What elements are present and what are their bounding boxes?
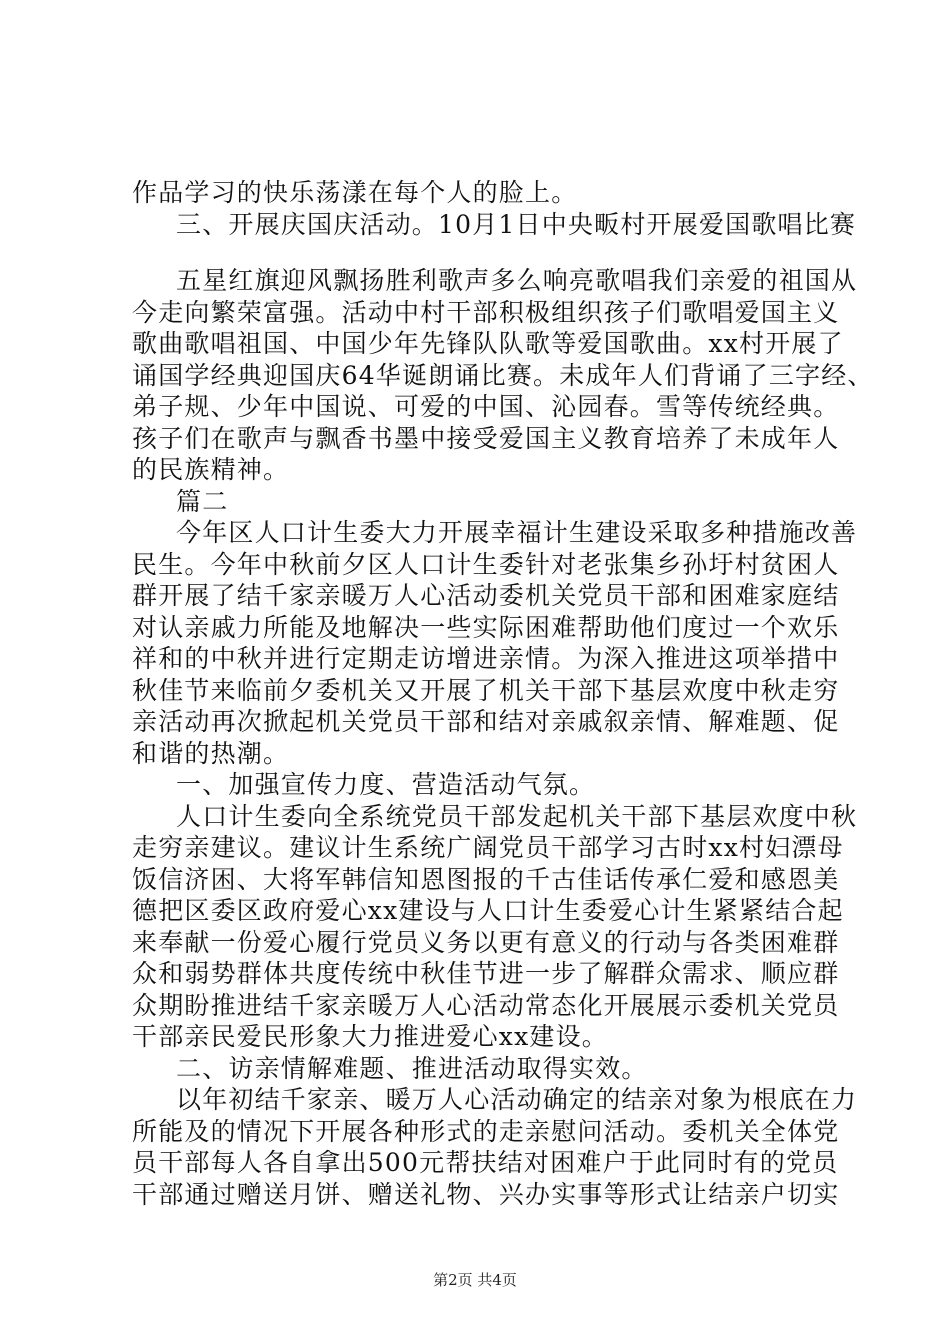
text-line: 秋佳节来临前夕委机关又开展了机关干部下基层欢度中秋走穷 [132,676,840,705]
text-line: 诵国学经典迎国庆64华诞朗诵比赛。未成年人们背诵了三字经、 [132,361,874,390]
text-line: 和谐的热潮。 [132,739,290,768]
text-line: 民生。今年中秋前夕区人口计生委针对老张集乡孙圩村贫困人 [132,550,840,579]
text-line: 所能及的情况下开展各种形式的走亲慰问活动。委机关全体党 [132,1117,840,1146]
text-line: 员干部每人各自拿出500元帮扶结对困难户于此同时有的党员 [132,1148,839,1177]
section-heading: 二、访亲情解难题、推进活动取得实效。 [176,1054,648,1083]
text-line: 歌曲歌唱祖国、中国少年先锋队队歌等爱国歌曲。xx村开展了 [132,329,844,358]
text-line: 弟子规、少年中国说、可爱的中国、沁园春。雪等传统经典。 [132,392,840,421]
text-line: 祥和的中秋并进行定期走访增进亲情。为深入推进这项举措中 [132,644,840,673]
text-line: 今年区人口计生委大力开展幸福计生建设采取多种措施改善 [176,518,858,547]
section-heading: 一、加强宣传力度、营造活动气氛。 [176,770,596,799]
text-line: 的民族精神。 [132,455,290,484]
text-line: 人口计生委向全系统党员干部发起机关干部下基层欢度中秋 [176,802,858,831]
text-line: 作品学习的快乐荡漾在每个人的脸上。 [132,178,578,207]
section-title: 篇二 [176,487,229,516]
text-line: 以年初结千家亲、暖万人心活动确定的结亲对象为根底在力 [176,1085,858,1114]
text-line: 群开展了结千家亲暖万人心活动委机关党员干部和困难家庭结 [132,581,840,610]
text-line: 众和弱势群体共度传统中秋佳节进一步了解群众需求、顺应群 [132,959,840,988]
text-line: 孩子们在歌声与飘香书墨中接受爱国主义教育培养了未成年人 [132,424,840,453]
text-line: 来奉献一份爱心履行党员义务以更有意义的行动与各类困难群 [132,928,840,957]
text-line: 五星红旗迎风飘扬胜利歌声多么响亮歌唱我们亲爱的祖国从 [176,266,858,295]
text-line: 干部亲民爱民形象大力推进爱心xx建设。 [132,1022,608,1051]
section-heading: 三、开展庆国庆活动。10月1日中央畈村开展爱国歌唱比赛 [176,210,857,239]
text-line: 走穷亲建议。建议计生系统广阔党员干部学习古时xx村妇漂母 [132,833,844,862]
text-line: 亲活动再次掀起机关党员干部和结对亲戚叙亲情、解难题、促 [132,707,840,736]
text-line: 干部通过赠送月饼、赠送礼物、兴办实事等形式让结亲户切实 [132,1180,840,1209]
text-line: 德把区委区政府爱心xx建设与人口计生委爱心计生紧紧结合起 [132,896,844,925]
text-line: 对认亲戚力所能及地解决一些实际困难帮助他们度过一个欢乐 [132,613,840,642]
text-line: 饭信济困、大将军韩信知恩图报的千古佳话传承仁爱和感恩美 [132,865,840,894]
text-line: 众期盼推进结千家亲暖万人心活动常态化开展展示委机关党员 [132,991,840,1020]
text-line: 今走向繁荣富强。活动中村干部积极组织孩子们歌唱爱国主义 [132,298,840,327]
page-footer: 第2页 共4页 [433,1271,517,1289]
